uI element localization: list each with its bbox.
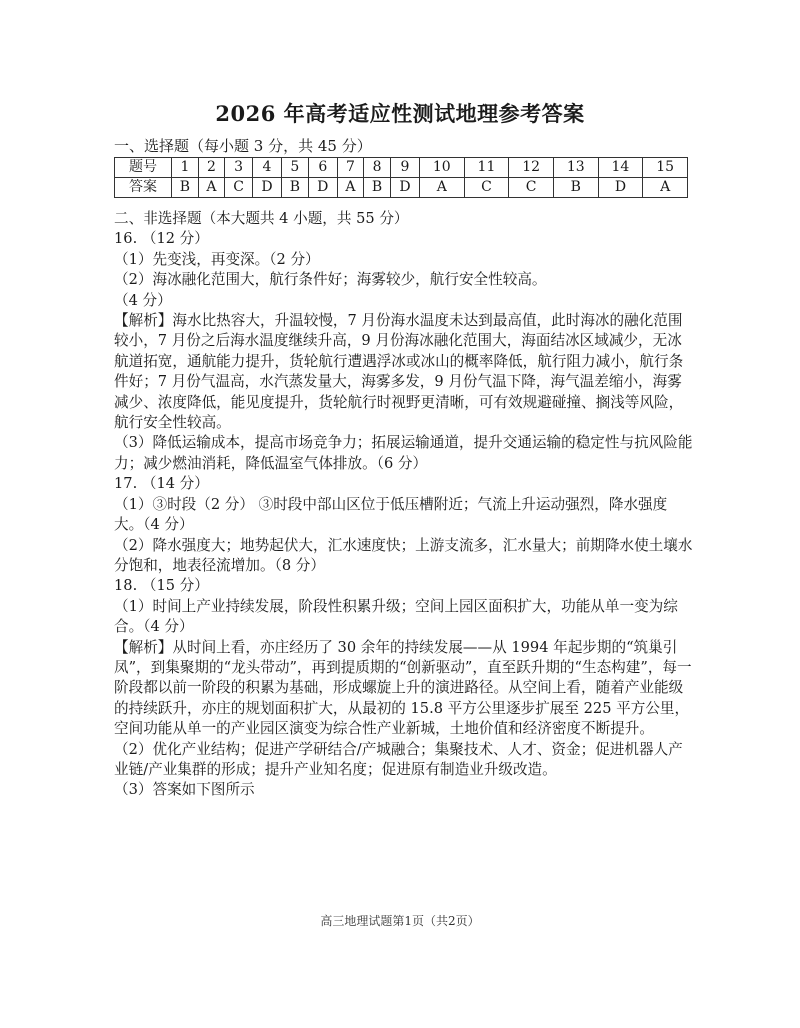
table-cell-number: 4 [252, 158, 281, 178]
text-line: （1）时间上产业持续发展，阶段性积累升级；空间上园区面积扩大，功能从单一变为综合。（4 分） [114, 597, 678, 636]
text-line: 二、非选择题（本大题共 4 小题，共 55 分） [114, 210, 409, 227]
text-line: （3）答案如下图所示 [114, 781, 255, 799]
table-cell-label: 题号 [115, 158, 172, 178]
table-cell-answer: D [390, 178, 419, 198]
table-cell-answer: C [464, 178, 509, 198]
table-cell-number: 6 [308, 158, 337, 178]
text-line: （1）先变浅，再变深。（2 分） [114, 250, 320, 268]
answer-table [114, 157, 688, 198]
table-cell-number: 9 [390, 158, 419, 178]
table-cell-number: 14 [598, 158, 643, 178]
table-cell-answer: D [252, 178, 281, 198]
text-line: （2）降水强度大；地势起伏大，汇水速度快；上游支流多，汇水量大；前期降水使土壤水分饱和，地表径流增加。（8 分） [114, 536, 693, 574]
table-cell-answer: D [598, 178, 643, 198]
table-cell-answer: A [419, 178, 464, 198]
table-cell-answer: B [553, 178, 598, 198]
text-line: 18. （15 分） [114, 577, 209, 595]
text-line: （2）海冰融化范围大，航行条件好；海雾较少，航行安全性较高。 [114, 271, 547, 289]
text-line: 17. （14 分） [114, 475, 209, 493]
table-cell-answer: A [643, 178, 688, 198]
table-cell-answer: B [172, 178, 199, 198]
page-footer: 高三地理试题第1页（共2页） [320, 914, 480, 928]
table-cell-number: 13 [553, 158, 598, 178]
text-line: （3）降低运输成本，提高市场竞争力；拓展运输通道，提升交通运输的稳定性与抗风险能力；减少燃油消耗，降低温室气体排放。（6 分） [114, 434, 693, 472]
table-cell-answer: D [308, 178, 337, 198]
answer-body [114, 209, 694, 801]
text-line: （1）③时段（2 分） ③时段中部山区位于低压槽附近；气流上升运动强烈，降水强度大。（4 分） [114, 495, 668, 534]
table-cell-number: 11 [464, 158, 509, 178]
table-cell-number: 3 [225, 158, 253, 178]
text-line: 【解析】海水比热容大，升温较慢，7 月份海水温度未达到最高值，此时海冰的融化范围较小，7 月份之后海水温度继续升高，9 月份海冰融化范围大，海面结冰区域减少，无冰航道拓宽，通航能力提升，货轮航行遭遇浮冰或冰山的概率降低，航行阻力减小，航行条件好；7 月份气温高，水汽蒸发量大，海雾多发，9 月份气温下降，海气温差缩小，海雾减少、浓度降低，能见度提升，货轮航行时视野更清晰，可有效规避碰撞、搁浅等风险，航行安全性较高。 [114, 312, 684, 432]
table-cell-number: 1 [172, 158, 199, 178]
table-row-answers [115, 178, 688, 198]
page-title: 2026 年高考适应性测试地理参考答案 [215, 101, 585, 126]
table-cell-answer: C [509, 178, 554, 198]
text-line: 【解析】从时间上看，亦庄经历了 30 余年的持续发展——从 1994 年起步期的“筑巢引凤”，到集聚期的“龙头带动”，再到提质期的“创新驱动”，直至跃升期的“生态构建”，每一阶段都以前一阶段的积累为基础，形成螺旋上升的演进路径。从空间上看，随着产业能级的持续跃升，亦庄的规划面积扩大，从最初的 15.8 平方公里逐步扩展至 225 平方公里，空间功能从单一的产业园区演变为综合性产业新城，土地价值和经济密度不断提升。 [114, 638, 692, 738]
table-cell-label: 答案 [115, 178, 172, 198]
table-cell-answer: A [337, 178, 363, 198]
table-cell-answer: C [225, 178, 253, 198]
table-cell-number: 2 [198, 158, 224, 178]
section-heading-choice: 一、选择题（每小题 3 分，共 45 分） [114, 137, 372, 155]
text-line: 16. （12 分） [114, 230, 209, 248]
table-cell-answer: B [281, 178, 308, 198]
table-cell-number: 8 [364, 158, 391, 178]
table-cell-answer: A [198, 178, 224, 198]
table-cell-number: 5 [281, 158, 308, 178]
table-cell-number: 7 [337, 158, 363, 178]
table-cell-number: 12 [509, 158, 554, 178]
table-cell-answer: B [364, 178, 391, 198]
table-row-numbers [115, 158, 688, 178]
table-cell-number: 10 [419, 158, 464, 178]
text-line: （2）优化产业结构；促进产学研结合/产城融合；集聚技术、人才、资金；促进机器人产业链/产业集群的形成；提升产业知名度；促进原有制造业升级改造。 [114, 740, 683, 778]
table-cell-number: 15 [643, 158, 688, 178]
text-line: （4 分） [114, 291, 172, 309]
